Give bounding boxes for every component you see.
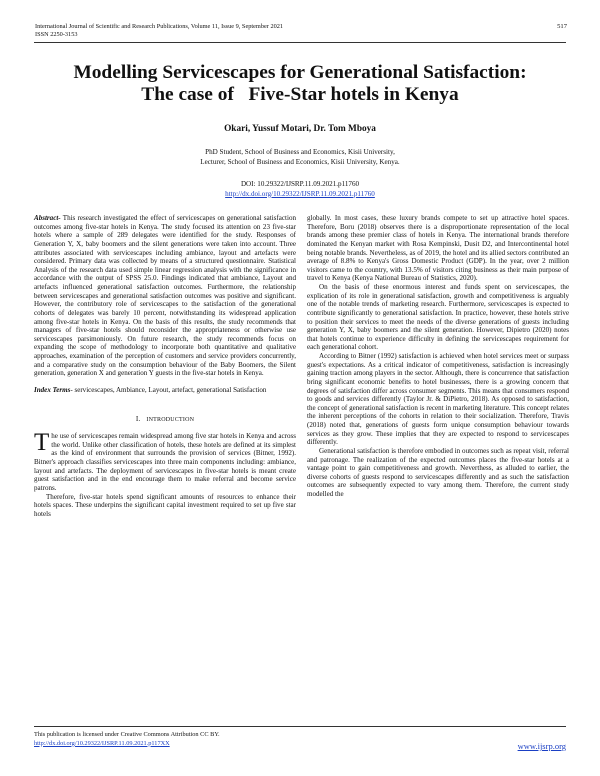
intro-paragraph-2: Therefore, five-star hotels spend significant amounts of resources to enhance their hotels spaces. These underpins the significant capital investment required to set up five star hotels	[34, 492, 296, 518]
page-number: 517	[557, 23, 567, 30]
issn: ISSN 2250-3153	[35, 31, 78, 38]
right-paragraph-4: Generational satisfaction is therefore embodied in outcomes such as repeat visit, referral and patronage. The realization of the expected outcomes places the five-star hotels at a vantage point to gain competitiveness and growth. Neverthess, as alluded to earlier, the diverse cohorts of guests respond to servicescapes differently and as such the satisfaction outcomes are subsequently expected to vary among them. Therefore, the current study modelled the	[307, 446, 569, 498]
affiliation-1: PhD Student, School of Business and Economics, Kisii University,	[205, 148, 395, 156]
abstract-text: This research investigated the effect of servicescapes on generational satisfaction outcomes among five-star hotels in Kenya. The study focused its attention on 23 five-star hotels where a sample of 289 delegates were identified for the study. Responses of Generation Y, X, baby boomers and the silent generations were taken into account. Three attributes associated with servicescapes including ambiance, layout and artefacts were considered. Primary data was collected by means of a structured questionnaire. Statistical Analysis of the research data used simple linear regression analysis with the significance in accordance with the output of SPSS 25.0. Findings indicated that ambiance, Layout and artefacts influenced generational satisfaction outcomes. Furthermore, the relationship between servicescapes and generational satisfaction outcomes was positive and significant. However, the contributory role of servicescapes to the satisfaction of the generational cohorts of delegates was barely 10 percent, notwithstanding its widespread application among five-star hotels in Kenya. On the basis of this results, the study recommends that managers of five-star hotels should reconsider the appropriateness or otherwise use servicescapes parsimoniously. On future research, the study recommends focus on expanding the scope of methodology to incorporate both quantitative and qualitative approaches, examination of the perception of customers and service providers concurrently, and a comparative study on the consumption behaviour of the Baby Boomers, the Silent generation, generation X and generation Y guests in the five-star hotels in Kenya.	[34, 214, 296, 378]
abstract	[34, 214, 296, 378]
affiliations	[0, 148, 600, 167]
index-terms	[34, 386, 296, 395]
paper-title	[20, 62, 580, 106]
right-paragraph-3: According to Bitner (1992) satisfaction is achieved when hotel services meet or surpass guest's expectations. As a critical indicator of competitiveness, satisfaction is increasingly gaining traction among players in the sector. Although, there is concurrence that satisfaction bring significant economic benefits to hotel businesses, there is a growing concern that degrees of satisfaction differ across consumer segments. This means that consumers respond to goods and services differently (Taylor Jr. & DiPietro, 2018). As opposed to satisfaction, the concept of generational satisfaction is recent in marketing literature. This concept relates the inherent perceptions of the cohorts in relation to their socialization. Therefore, Travis (2018) noted that, generations of guests form unique consumption behaviour towards services as they grow. These implies that they are expected to respond to servicescapes differently.	[307, 352, 569, 447]
right-column	[307, 214, 569, 499]
header-rule	[34, 42, 566, 43]
doi-link[interactable]: http://dx.doi.org/10.29322/IJSRP.11.09.2021.p11760	[225, 189, 375, 198]
doi: DOI: 10.29322/IJSRP.11.09.2021.p11760	[240, 180, 360, 188]
section-number: I.	[135, 414, 141, 423]
intro-paragraph-1	[34, 429, 296, 492]
section-title: INTRODUCTION	[146, 416, 195, 423]
abstract-label: Abstract-	[34, 214, 61, 222]
doi-block	[0, 180, 600, 199]
drop-cap: T	[34, 429, 50, 457]
section-heading-introduction	[34, 415, 296, 425]
right-paragraph-1: globally. In most cases, these luxury brands compete to set up attractive hotel spaces. Therefore, Boru (2018) observes there is a disproportionate representation of the local brands among these premier class of hotels in Kenya. The international brands therefore dominated the Kenyan market with Rosa Kempinski, Dusit D2, and Intercontinental hotel being notable brands. Nevertheless, as of 2019, the hotel and its allied sectors contributed an average of 8.8% to Kenya's Gross Domestic Product (GDP). In the year, over 2 million visitors came to the country, with 13.5% of visitors citing business as their main purpose of travel to Kenya (Kenya National Bureau of Statistics, 2020).	[307, 214, 569, 283]
intro-p1-text: he use of servicescapes remain widespread among five star hotels in Kenya and across the world. Unlike other classification of hotels, these hotels are defined at its simplest as the kind of environment that surrounds the provision of services (Bitner, 1992). Bitner's approach classifies servicescapes into three main components including: ambiance, layout and artefacts. The deployment of servicescapes in five-star hotels is meant create guest satisfaction and in the end encourage them to make referral and become service patrons.	[34, 432, 296, 492]
title-line-2: The case of Five-Star hotels in Kenya	[141, 84, 459, 105]
title-line-1: Modelling Servicescapes for Generational Satisfaction:	[73, 62, 527, 83]
license-text: This publication is licensed under Creative Commons Attribution CC BY.	[34, 731, 220, 738]
footer	[34, 731, 220, 749]
index-terms-text: - servicescapes, Ambiance, Layout, artefact, generational Satisfaction	[70, 385, 267, 394]
right-paragraph-2: On the basis of these enormous interest and funds spent on servicescapes, the explication of its role in generational satisfaction, growth and competitiveness is arguably one of the notable trends of marketing research. Furthermore, servicescapes is expected to contribute significantly to generational satisfaction. In practice, however, these hotels strive to position their services to meet the needs of the diverse generations of guests including generation Y, X, baby boomers and the silent generation. However, Dipietro (2020) notes that hotels continue to experience difficulty in defining the servicescapes requirement for each generational cohort.	[307, 283, 569, 352]
footer-doi-link[interactable]: http://dx.doi.org/10.29322/IJSRP.11.09.2021.p117XX	[34, 739, 170, 747]
journal-header	[35, 23, 283, 39]
index-terms-label: Index Terms	[34, 385, 71, 394]
footer-rule	[34, 726, 566, 727]
left-column	[34, 214, 296, 518]
authors: Okari, Yussuf Motari, Dr. Tom Mboya	[224, 124, 376, 134]
affiliation-2: Lecturer, School of Business and Economics, Kisii University, Kenya.	[200, 157, 400, 166]
site-link[interactable]: www.ijsrp.org	[517, 741, 566, 751]
journal-name: International Journal of Scientific and Research Publications, Volume 11, Issue 9, September 2021	[35, 23, 284, 30]
